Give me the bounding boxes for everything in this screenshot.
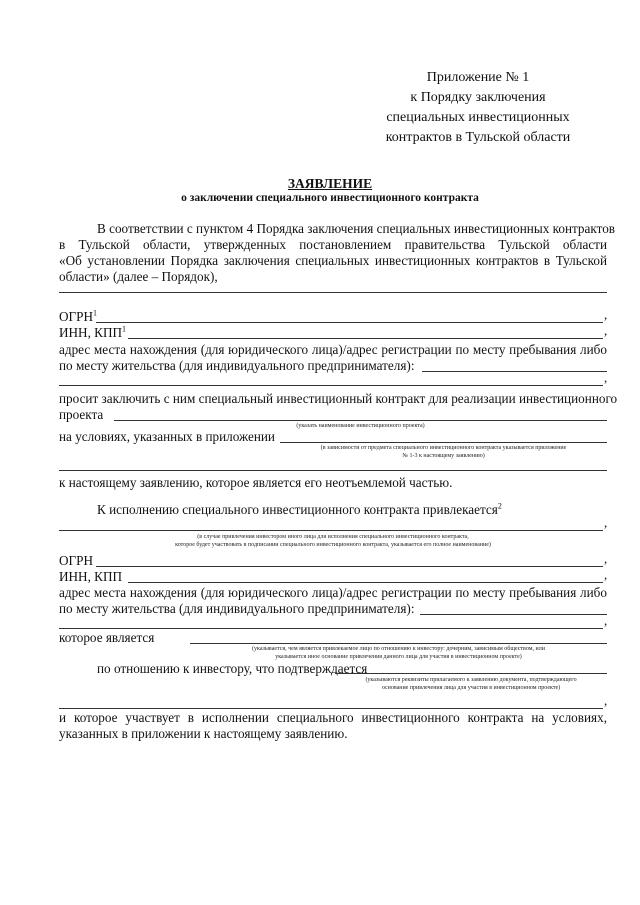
ogrn-field[interactable]	[96, 322, 603, 323]
attracted-address-line-2: по месту жительства (для индивидуального предпринимателя):	[59, 601, 415, 616]
attracted-heading: К исполнению специального инвестиционного контракта привлекается$^2$	[97, 501, 502, 517]
inn-kpp-label: ИНН, КПП$^1$	[59, 324, 127, 340]
attracted-name-field[interactable]	[59, 530, 603, 531]
attracted-ogrn-label: ОГРН	[59, 553, 94, 568]
attracted-address-line-1: адрес места нахождения (для юридического лица)/адрес регистрации по месту пребывания либо	[59, 585, 607, 600]
which-is-label: которое является	[59, 630, 155, 645]
intro-line-2: в Тульской области, утвержденных постановлением правительства Тульской области	[59, 237, 607, 252]
intro-line-3: «Об установлении Порядка заключения специальных инвестиционных контрактов в Тульской	[59, 253, 607, 268]
intro-line-4: области» (далее – Порядок),	[59, 269, 218, 284]
attracted-caption-1: (в случае привлечения инвестором иного лица для исполнения специального инвестиционного контракта,	[197, 534, 469, 540]
comma: ,	[604, 693, 608, 708]
address-label-line-2: по месту жительства (для индивидуального предпринимателя):	[59, 358, 415, 373]
conditions-appendix-field[interactable]	[280, 442, 607, 443]
request-line-1: просит заключить с ним специальный инвестиционный контракт для реализации инвестиционного	[59, 391, 618, 406]
address-field[interactable]	[422, 371, 607, 372]
document-title: ЗАЯВЛЕНИЕ	[287, 176, 373, 191]
attracted-inn-kpp-field[interactable]	[128, 582, 603, 583]
inn-kpp-field[interactable]	[128, 338, 603, 339]
document-subtitle: о заключении специального инвестиционного контракта	[181, 192, 479, 204]
comma: ,	[604, 307, 608, 322]
integral-part-text: к настоящему заявлению, которое является его неотъемлемой частью.	[59, 475, 453, 490]
appendix-line: контрактов в Тульской области	[385, 130, 571, 145]
comma: ,	[604, 515, 608, 530]
appendix-header	[380, 68, 576, 148]
conditions-field-continued[interactable]	[59, 470, 607, 471]
final-line-2: указанных в приложении к настоящему заявлению.	[59, 726, 348, 741]
final-line-1: и которое участвует в исполнении специального инвестиционного контракта на условиях,	[59, 710, 607, 725]
conditions-label: на условиях, указанных в приложении	[59, 429, 275, 444]
confirmed-by-label: по отношению к инвестору, что подтверждается	[97, 661, 368, 676]
project-label: проекта	[59, 407, 104, 422]
attracted-ogrn-field[interactable]	[96, 566, 603, 567]
confirmation-document-field[interactable]	[335, 673, 607, 674]
appendix-line: к Порядку заключения	[410, 90, 546, 105]
comma: ,	[604, 323, 608, 338]
comma: ,	[604, 567, 608, 582]
which-is-field[interactable]	[190, 643, 607, 644]
ogrn-label: ОГРН$^1$	[59, 308, 98, 324]
appendix-line: специальных инвестиционных	[386, 110, 570, 125]
address-label-line-1: адрес места нахождения (для юридического лица)/адрес регистрации по месту пребывания либо	[59, 342, 607, 357]
footnote-2: 2	[497, 501, 502, 511]
confirmation-caption-2: основание привлечения лица для участия в инвестиционном проекте)	[381, 685, 561, 691]
confirmation-caption-1: (указываются реквизиты прилагаемого к заявлению документа, подтверждающего	[365, 677, 577, 683]
address-field-continued[interactable]	[59, 385, 603, 386]
attracted-address-field[interactable]	[420, 614, 607, 615]
applicant-name-field[interactable]	[59, 292, 607, 293]
comma: ,	[604, 370, 608, 385]
project-caption: (указать наименование инвестиционного проекта)	[296, 423, 425, 429]
conditions-caption-1: (в зависимости от предмета специального инвестиционного контракта указывается приложение	[320, 445, 567, 451]
which-is-caption-2: указывается иное основание привлечения данного лица для участия в инвестиционном проекте)	[275, 654, 522, 660]
which-is-caption-1: (указывается, чем является привлекаемое лицо по отношению к инвестору: дочерним, зависимым обществом, или	[252, 646, 545, 652]
confirmation-field-continued[interactable]	[59, 708, 603, 709]
appendix-line: Приложение № 1	[426, 70, 530, 85]
attracted-inn-kpp-label: ИНН, КПП	[59, 569, 123, 584]
attracted-address-field-continued[interactable]	[59, 628, 603, 629]
conditions-caption-2: № 1-3 к настоящему заявлению)	[402, 453, 485, 459]
attracted-caption-2: которое будет участвовать в подписании специального инвестиционного контракта, указывается его полное наименование)	[175, 542, 491, 548]
comma: ,	[604, 551, 608, 566]
project-name-field[interactable]	[114, 420, 607, 421]
footnote-1: 1	[93, 308, 98, 318]
intro-line-1: В соответствии с пунктом 4 Порядка заключения специальных инвестиционных контрактов	[97, 221, 616, 236]
comma: ,	[604, 613, 608, 628]
footnote-1: 1	[122, 324, 127, 334]
